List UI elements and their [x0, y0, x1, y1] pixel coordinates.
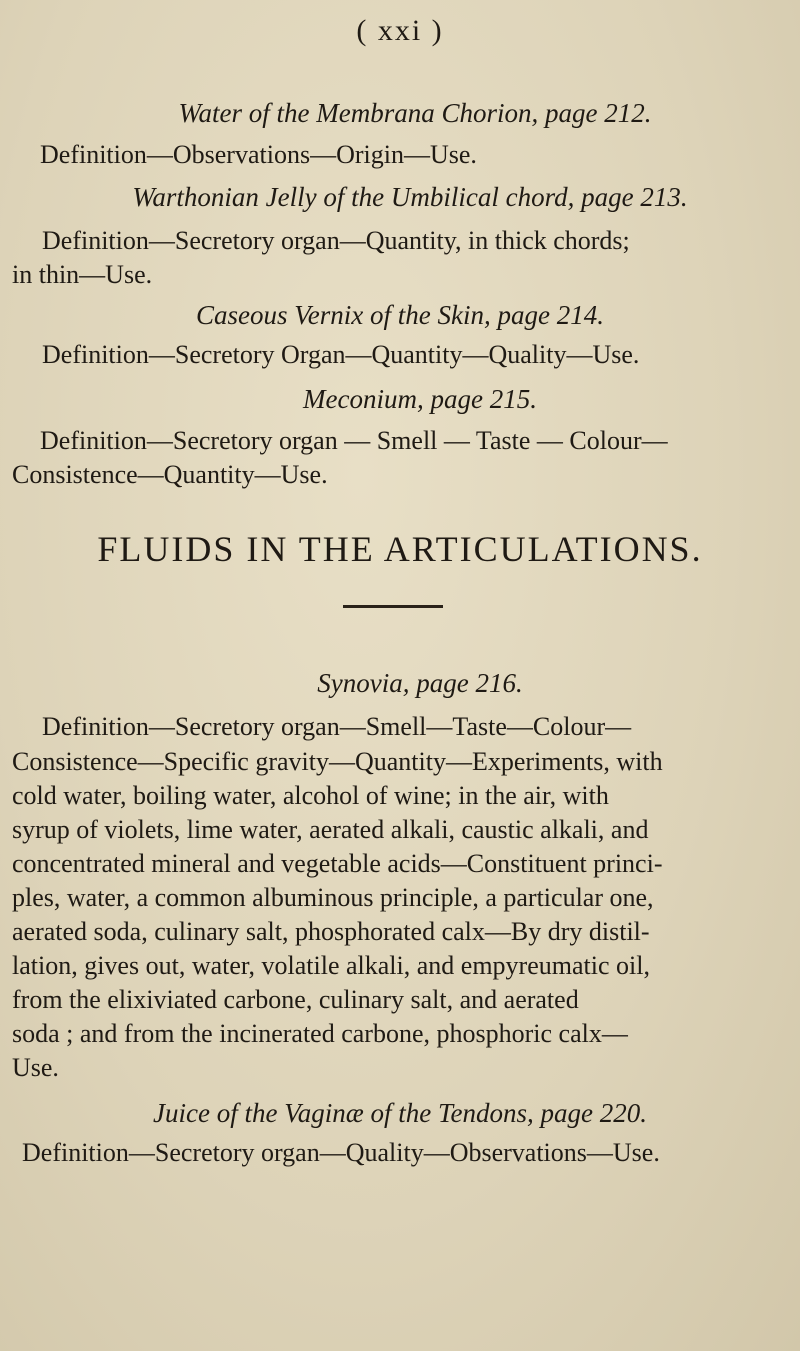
section-text: from the elixiviated carbone, culinary salt, and aerated [12, 985, 579, 1014]
divider [343, 605, 443, 608]
section-text: Definition—Secretory Organ—Quantity—Quality—Use. [42, 340, 640, 369]
section-heading: Juice of the Vaginæ of the Tendons, page 220. [153, 1098, 647, 1128]
section-text: Definition—Observations—Origin—Use. [40, 140, 477, 169]
section-heading: Water of the Membrana Chorion, page 212. [178, 98, 652, 128]
section-text: cold water, boiling water, alcohol of wine; in the air, with [12, 781, 609, 810]
section-text: aerated soda, culinary salt, phosphorated calx—By dry distil- [12, 917, 650, 946]
section-text: soda ; and from the incinerated carbone, phosphoric calx— [12, 1019, 628, 1048]
section-text: Use. [12, 1053, 59, 1082]
section-title: FLUIDS IN THE ARTICULATIONS. [97, 529, 703, 569]
section-text: Consistence—Specific gravity—Quantity—Experiments, with [12, 747, 663, 776]
section-text: Consistence—Quantity—Use. [12, 460, 328, 489]
section-heading: Meconium, page 215. [303, 384, 537, 414]
section-text: concentrated mineral and vegetable acids—Constituent princi- [12, 849, 663, 878]
section-text: lation, gives out, water, volatile alkali, and empyreumatic oil, [12, 951, 650, 980]
section-heading: Synovia, page 216. [317, 668, 523, 698]
section-text: ples, water, a common albuminous principle, a particular one, [12, 883, 654, 912]
page-number: ( xxi ) [356, 14, 444, 47]
section-text: Definition—Secretory organ—Quantity, in thick chords; [42, 226, 630, 255]
section-text: in thin—Use. [12, 260, 153, 289]
section-text: Definition—Secretory organ—Quality—Observations—Use. [22, 1138, 660, 1167]
section-text: Definition—Secretory organ — Smell — Taste — Colour— [40, 426, 668, 455]
section-heading: Warthonian Jelly of the Umbilical chord, page 213. [132, 182, 688, 212]
section-text: syrup of violets, lime water, aerated alkali, caustic alkali, and [12, 815, 649, 844]
section-text: Definition—Secretory organ—Smell—Taste—Colour— [42, 712, 632, 741]
section-heading: Caseous Vernix of the Skin, page 214. [196, 300, 604, 330]
